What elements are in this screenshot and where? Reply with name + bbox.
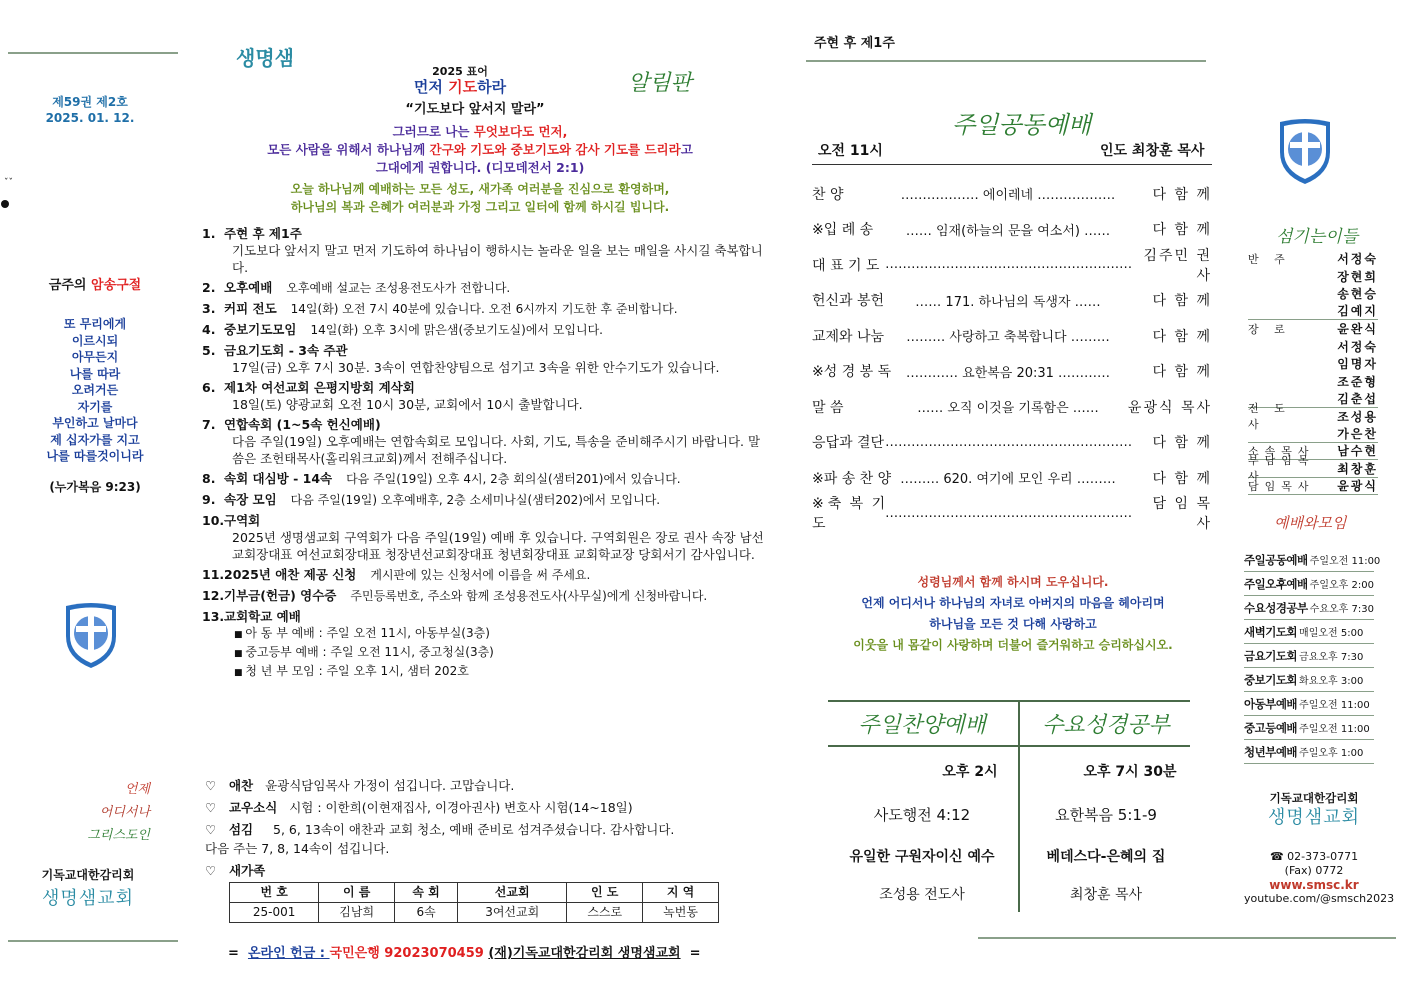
theme-part: 먼저 [413, 78, 449, 96]
memory-line: 아무든지 [71, 350, 119, 364]
table-cell: 녹번동 [643, 903, 719, 923]
next-week-service: 다음 주는 7, 8, 14속이 섬깁니다. [205, 841, 390, 856]
news-title: 섬김 [228, 822, 254, 837]
service-time: 주일오후 1:00 [1299, 748, 1364, 759]
server-name: 송현승 [1337, 287, 1378, 302]
announcement-text: 게시판에 있는 신청서에 이름을 써 주세요. [370, 568, 591, 582]
school-item: ■ 아 동 부 예배 : 주일 오전 11시, 아동부실(3층) [234, 625, 772, 644]
server-name: 김예지 [1337, 304, 1378, 319]
announcement-head [202, 587, 772, 605]
news-item [205, 861, 765, 880]
church-name: 생명샘교회 [42, 888, 134, 909]
wednesday-study-title: 수요성경공부 [1042, 713, 1170, 738]
service-row [1244, 692, 1374, 716]
announcement-number: 12. [202, 588, 225, 603]
announcement-number: 10. [202, 513, 225, 528]
blessing-line: 이웃을 내 몸같이 사랑하며 더불어 즐거워하고 승리하십시오. [853, 638, 1173, 652]
server-role: 전 도 사 [1248, 402, 1291, 432]
service-name: 중보기도회 [1244, 672, 1298, 687]
volume-number: 제59권 제2호 [52, 95, 128, 109]
verse-text: 고 [680, 142, 693, 157]
order-content: …… 171. 하나님의 독생자 …… [915, 294, 1101, 310]
table-cell: 김남희 [319, 903, 395, 923]
worship-leader: 인도 최창훈 목사 [1100, 143, 1205, 159]
divider [8, 940, 178, 942]
announcement-title: 구역회 [224, 513, 261, 528]
service-time: 주일오전 11:00 [1309, 556, 1381, 567]
equals-mark: = [228, 946, 239, 961]
service-row [1244, 668, 1374, 692]
memory-line: 자기를 [77, 399, 113, 414]
server-name: 조성용 [1337, 409, 1378, 424]
memory-line: 나를 따를것이니라 [46, 449, 144, 463]
memory-line: 나를 따라 [69, 366, 121, 381]
service-time: 주일오후 2:00 [1309, 580, 1374, 591]
church-shield-icon [62, 600, 120, 670]
server-role: 부담임목사 [1248, 454, 1315, 484]
service-row [1244, 740, 1374, 764]
announcement-head [202, 300, 772, 318]
denomination-name: 기독교대한감리회 [41, 868, 135, 882]
service-row [1244, 572, 1374, 596]
order-row [812, 247, 1212, 283]
table-header: 선교회 [458, 883, 567, 903]
verse-text: 모든 사람을 위해서 하나님께 [267, 142, 430, 157]
services-title: 예배와모임 [1274, 514, 1347, 532]
announcement-title: 주현 후 제1주 [224, 226, 302, 241]
announcement-item [202, 470, 772, 488]
praise-worship-box [828, 708, 1016, 739]
announcement-item [202, 321, 772, 339]
news-title: 애찬 [228, 778, 254, 793]
website-link[interactable]: www.smsc.kr [1269, 878, 1359, 892]
server-row [1248, 250, 1378, 268]
order-leader: 다 함 께 [1152, 293, 1212, 310]
praise-scripture: 사도행전 4:12 [873, 806, 971, 824]
server-name: 서정숙 [1337, 252, 1378, 267]
wednesday-preacher: 최창훈 목사 [1069, 887, 1143, 903]
school-item: ■ 청 년 부 모임 : 주일 오후 1시, 샘터 202호 [234, 663, 772, 682]
order-leader: 다 함 께 [1152, 470, 1212, 487]
service-time: 수요오후 7:30 [1309, 604, 1374, 615]
memory-line: 제 십자가를 지고 [50, 432, 140, 447]
servers-title: 섬기는이들 [1276, 227, 1359, 247]
announcement-head [202, 566, 772, 584]
announcement-number: 2. [202, 280, 216, 295]
divider [978, 937, 1396, 939]
service-name: 금요기도회 [1244, 648, 1298, 663]
order-content: ………………………………………………… [885, 257, 1133, 273]
praise-worship-title: 주일찬양예배 [858, 713, 986, 738]
order-content: …… 임재(하늘의 문을 여소서) …… [905, 223, 1111, 239]
table-header: 속 회 [395, 883, 458, 903]
server-name: 가은찬 [1337, 426, 1378, 441]
service-name: 수요성경공부 [1244, 600, 1308, 615]
praise-time: 오후 2시 [942, 764, 998, 780]
order-row [812, 460, 1212, 496]
server-role: 장 로 [1248, 322, 1291, 336]
service-time: 주일오전 11:00 [1299, 724, 1370, 735]
order-leader: 담 임 목 사 [1152, 496, 1212, 533]
announcement-item [202, 416, 772, 467]
services-list [1244, 548, 1381, 764]
announcement-body: 기도보다 앞서지 말고 먼저 기도하여 하나님이 행하시는 놀라운 일을 보는 매일을 사시길 축복합니다. [232, 243, 763, 275]
service-time: 화요오후 3:00 [1299, 676, 1364, 687]
table-header: 인 도 [567, 883, 643, 903]
verse-text: 그대에게 권합니다. (디모데전서 2:1) [375, 160, 585, 175]
issue-date: 2025. 01. 12. [45, 111, 135, 125]
announcement-head [202, 512, 772, 529]
announcement-number: 8. [202, 471, 216, 486]
heart-icon: ♡ [205, 800, 217, 815]
order-row [812, 212, 1212, 248]
memory-header-highlight: 암송구절 [90, 278, 142, 293]
order-row [812, 176, 1212, 212]
announcement-item [202, 279, 772, 297]
brand-title: 생명샘 [236, 46, 294, 70]
service-name: 주일공동예배 [1244, 552, 1308, 567]
announcement-head [202, 470, 772, 488]
service-name: 주일오후예배 [1244, 576, 1308, 591]
news-title: 새가족 [228, 863, 266, 878]
service-row [1244, 620, 1374, 644]
memory-line: 또 무리에게 [63, 317, 127, 331]
verse-text: 그러므로 나는 [392, 124, 474, 139]
bullet-dot [1, 200, 9, 208]
announcement-item [202, 608, 772, 682]
announcement-title: 교회학교 예배 [224, 609, 301, 624]
service-name: 새벽기도회 [1244, 624, 1298, 639]
server-row [1248, 285, 1378, 303]
server-role: 소속목사 [1248, 444, 1315, 458]
order-leader: 다 함 께 [1152, 328, 1212, 345]
motto-line: 어디서나 [99, 805, 150, 820]
announcement-item [202, 342, 772, 376]
announcement-title: 속장 모임 [224, 492, 277, 507]
wednesday-scripture: 요한복음 5:1-9 [1055, 806, 1157, 824]
service-time: 주일오전 11:00 [1299, 700, 1370, 711]
blessing-line: 성령님께서 함께 하시며 도우십니다. [917, 575, 1109, 589]
subtheme: “기도보다 앞서지 말라” [405, 102, 545, 117]
order-label: 말 씀 [812, 399, 844, 416]
bulletin-board-title: 알림판 [628, 71, 692, 96]
announcement-head [202, 491, 772, 509]
theme-highlight: 기도 [448, 78, 478, 96]
order-content: ……………… 에이레네 ……………… [900, 188, 1116, 204]
announcement-title: 2025년 애찬 제공 신청 [224, 567, 357, 582]
announcements-list [202, 225, 772, 685]
order-row [812, 354, 1212, 390]
server-row [1248, 338, 1378, 356]
order-leader: 윤광식 목사 [1127, 399, 1212, 416]
server-name: 최창훈 [1337, 461, 1378, 476]
order-label: 응답과 결단 [812, 435, 885, 452]
table-header: 지 역 [643, 883, 719, 903]
motto-line: 그리스도인 [87, 828, 150, 843]
memory-line: 오려거든 [71, 383, 119, 397]
announcement-number: 4. [202, 322, 216, 337]
server-row [1248, 454, 1378, 484]
wednesday-time: 오후 7시 30분 [1083, 764, 1177, 780]
blessing-line: 하나님을 모든 것 다해 사랑하고 [929, 617, 1097, 631]
verse-highlight: 간구와 기도와 중보기도와 감사 기도를 드리라 [429, 142, 681, 157]
heart-icon: ♡ [205, 778, 217, 793]
announcement-head [202, 379, 772, 396]
service-row [1244, 548, 1381, 572]
wednesday-study-box [1022, 708, 1190, 739]
order-leader: 다 함 께 [1152, 186, 1212, 203]
servers-list [1248, 250, 1378, 495]
verse-highlight: 무엇보다도 먼저, [473, 124, 568, 139]
service-name: 중고등예배 [1244, 720, 1298, 735]
announcement-number: 7. [202, 417, 216, 432]
announcement-text: 다음 주일(19일) 오후 4시, 2층 회의실(샘터201)에서 있습니다. [346, 472, 681, 486]
bank-account: 국민은행 92023070459 [329, 946, 484, 961]
news-text: 5, 6, 13속이 애찬과 교회 청소, 예배 준비로 섬겨주셨습니다. 감사합니다. [273, 822, 675, 837]
announcement-head [202, 321, 772, 339]
order-row [812, 283, 1212, 319]
table-cell: 25-001 [230, 903, 319, 923]
church-shield-icon [1276, 116, 1334, 186]
offering-label: 온라인 헌금 : [247, 946, 330, 961]
order-content: ……… 사랑하고 축복합니다 ……… [906, 330, 1110, 346]
announcement-number: 5. [202, 343, 216, 358]
divider [812, 164, 1212, 165]
welcome-message [210, 180, 750, 216]
announcement-head [202, 416, 772, 433]
table-header-row [230, 883, 719, 903]
divider [1018, 700, 1020, 912]
server-name: 윤광식 [1337, 479, 1378, 494]
memory-verse-reference: (누가복음 9:23) [49, 480, 141, 494]
announcement-body: 17일(금) 오후 7시 30분. 3속이 연합찬양팀으로 섬기고 3속을 위한 안수기도가 있습니다. [232, 360, 720, 375]
newcomer-table [229, 882, 719, 923]
order-row [812, 389, 1212, 425]
service-name: 아동부예배 [1244, 696, 1298, 711]
online-offering [228, 942, 701, 961]
blessing-message [828, 572, 1198, 656]
sunday-worship-title: 주일공동예배 [952, 111, 1092, 139]
news-list [205, 776, 765, 923]
service-time: 금요오후 7:30 [1299, 652, 1364, 663]
heart-icon: ♡ [205, 822, 217, 837]
announcement-head [202, 608, 772, 625]
announcement-title: 금요기도회 - 3속 주관 [224, 343, 348, 358]
week-label: 주현 후 제1주 [814, 36, 895, 51]
order-leader: 다 함 께 [1152, 435, 1212, 452]
announcement-text: 오후예배 설교는 조성용전도사가 전합니다. [286, 281, 511, 295]
order-label: ※성 경 봉 독 [812, 364, 892, 381]
announcement-number: 9. [202, 492, 216, 507]
announcement-head [202, 342, 772, 359]
order-label: ※입 례 송 [812, 222, 874, 239]
theme-verse [210, 123, 750, 177]
service-row [1244, 596, 1374, 620]
announcement-item [202, 587, 772, 605]
motto-line: 언제 [124, 782, 150, 797]
memory-line: 이르시되 [71, 333, 119, 348]
blessing-line: 언제 어디서나 하나님의 자녀로 아버지의 마음을 헤아리며 [861, 596, 1165, 610]
announcement-item [202, 512, 772, 563]
server-role: 담임목사 [1248, 479, 1315, 493]
table-cell: 6속 [395, 903, 458, 923]
service-name: 청년부예배 [1244, 744, 1298, 759]
divider [806, 60, 1206, 62]
news-item [205, 820, 765, 839]
memory-verse [20, 316, 170, 465]
mark-glyph: ˇˇ [4, 178, 13, 188]
school-schedule [202, 625, 772, 682]
divider [828, 745, 1190, 747]
announcement-title: 제1차 여선교회 은평지방회 계삭회 [224, 380, 415, 395]
divider [8, 52, 178, 54]
welcome-line: 오늘 하나님께 예배하는 모든 성도, 새가족 여러분을 진심으로 환영하며, [290, 182, 670, 196]
order-content: ………………………………………………… [885, 434, 1133, 450]
news-title: 교우소식 [228, 800, 278, 815]
announcement-title: 커피 전도 [224, 301, 277, 316]
announcement-item [202, 225, 772, 276]
denomination-name: 기독교대한감리회 [1269, 791, 1359, 805]
server-row [1248, 303, 1378, 321]
announcement-item [202, 566, 772, 584]
announcement-text: 다음 주일(19일) 오후예배후, 2층 소세미나실(샘터202)에서 모입니다. [290, 493, 661, 507]
announcement-number: 11. [202, 567, 225, 582]
year-theme [385, 76, 535, 97]
school-item: ■ 중고등부 예배 : 주일 오전 11시, 중고청실(3층) [234, 644, 772, 663]
server-name: 김춘섭 [1337, 391, 1378, 406]
year-motto-label: 2025 표어 [432, 65, 488, 78]
announcement-text: 14일(화) 오후 3시에 맑은샘(중보기도실)에서 모입니다. [310, 323, 603, 337]
memory-line: 부인하고 날마다 [52, 416, 138, 430]
phone-number: ☎ 02-373-0771 [1269, 850, 1359, 863]
server-row [1248, 402, 1378, 432]
table-cell: 스스로 [567, 903, 643, 923]
order-label: 교제와 나눔 [812, 328, 885, 345]
theme-part: 하라 [477, 78, 507, 96]
server-row [1248, 268, 1378, 286]
announcement-item [202, 379, 772, 413]
welcome-line: 하나님의 복과 은혜가 여러분과 가정 그리고 일터에 함께 하시길 빕니다. [290, 200, 670, 214]
news-text: 윤광식담임목사 가정이 섬깁니다. 고맙습니다. [265, 778, 515, 793]
order-content: …… 오직 이것을 기록함은 …… [917, 401, 1099, 417]
announcement-number: 13. [202, 609, 225, 624]
service-row [1244, 644, 1374, 668]
heart-icon: ♡ [205, 863, 217, 878]
order-row [812, 425, 1212, 461]
news-item [205, 798, 765, 817]
service-time: 매일오전 5:00 [1299, 628, 1364, 639]
server-name: 남수현 [1337, 444, 1378, 459]
order-label: ※축 복 기 도 [812, 496, 886, 533]
praise-preacher: 조성용 전도사 [879, 887, 965, 903]
announcement-title: 속회 대심방 - 14속 [224, 471, 333, 486]
announcement-item [202, 300, 772, 318]
order-of-worship [812, 176, 1212, 531]
announcement-number: 6. [202, 380, 216, 395]
announcement-title: 중보기도모임 [224, 322, 297, 337]
table-row [230, 903, 719, 923]
order-label: 대 표 기 도 [812, 257, 880, 274]
announcement-body: 18일(토) 양광교회 오전 10시 30분, 교회에서 10시 출발합니다. [232, 397, 583, 412]
order-row [812, 496, 1212, 532]
announcement-head [202, 279, 772, 297]
server-row [1248, 355, 1378, 373]
server-name: 윤완식 [1337, 322, 1378, 337]
server-name: 임명자 [1337, 357, 1378, 372]
announcement-body: 2025년 생명샘교회 구역회가 다음 주일(19일) 예배 후 있습니다. 구역회원은 장로 권사 속장 남선교회장대표 여선교회장대표 청장년선교회장대표 청년회장대표 교회학교장 당회서기 감사입니다. [232, 530, 764, 562]
announcement-text: 주민등록번호, 주소와 함께 조성용전도사(사무실)에게 신청바랍니다. [350, 589, 708, 603]
announcement-number: 3. [202, 301, 216, 316]
table-header: 번 호 [230, 883, 319, 903]
fax-number: (Fax) 0772 [1284, 864, 1344, 877]
news-text: 시험 : 이한희(이현재집사, 이경아권사) 변호사 시험(14~18일) [289, 800, 633, 815]
announcement-head [202, 225, 772, 242]
youtube-link[interactable]: youtube.com/@smsch2023 [1244, 892, 1395, 905]
announcement-body: 다음 주일(19일) 오후예배는 연합속회로 모입니다. 사회, 기도, 특송을 준비해주시기 바랍니다. 말씀은 조헌태목사(홀리워크교회)께서 전해주십니다. [232, 434, 761, 466]
server-name: 장현희 [1337, 269, 1378, 284]
worship-time: 오전 11시 [818, 143, 883, 159]
order-content: ……… 620. 여기에 모인 우리 ……… [900, 472, 1116, 488]
server-name: 서정숙 [1337, 339, 1378, 354]
order-row [812, 318, 1212, 354]
praise-sermon: 유일한 구원자이신 예수 [849, 849, 995, 865]
order-content: ………… 요한복음 20:31 ………… [905, 365, 1111, 381]
order-leader: 김주민 권사 [1143, 247, 1212, 284]
wednesday-sermon: 베데스다-은혜의 집 [1046, 849, 1166, 865]
order-leader: 다 함 께 [1152, 364, 1212, 381]
order-label: 찬 양 [812, 186, 844, 203]
announcement-title: 기부금(헌금) 영수증 [224, 588, 337, 603]
news-item [205, 776, 765, 795]
order-content: ………………………………………………… [885, 505, 1133, 521]
memory-header-label: 금주의 [48, 278, 87, 293]
table-header: 이 름 [319, 883, 395, 903]
announcement-title: 연합속회 (1~5속 헌신예배) [224, 417, 381, 432]
order-label: ※파 송 찬 양 [812, 470, 892, 487]
order-label: 헌신과 봉헌 [812, 293, 885, 310]
account-holder: (재)기독교대한감리회 생명샘교회 [488, 946, 681, 961]
church-name: 생명샘교회 [1268, 807, 1360, 828]
table-cell: 3여선교회 [458, 903, 567, 923]
contact-info [1244, 850, 1395, 906]
announcement-text: 14일(화) 오전 7시 40분에 있습니다. 오전 6시까지 기도한 후 준비합니다. [290, 302, 678, 316]
service-row [1244, 716, 1374, 740]
server-row [1248, 320, 1378, 338]
announcement-title: 오후예배 [224, 280, 273, 295]
volume-info [40, 94, 140, 126]
announcement-item [202, 491, 772, 509]
server-row [1248, 478, 1378, 496]
server-row [1248, 373, 1378, 391]
order-leader: 다 함 께 [1152, 222, 1212, 239]
announcement-number: 1. [202, 226, 216, 241]
server-role: 반 주 [1248, 252, 1291, 266]
divider [828, 700, 1190, 702]
equals-mark: = [689, 946, 701, 961]
server-name: 조준형 [1337, 374, 1378, 389]
motto [70, 778, 150, 847]
memory-verse-header [20, 274, 170, 293]
